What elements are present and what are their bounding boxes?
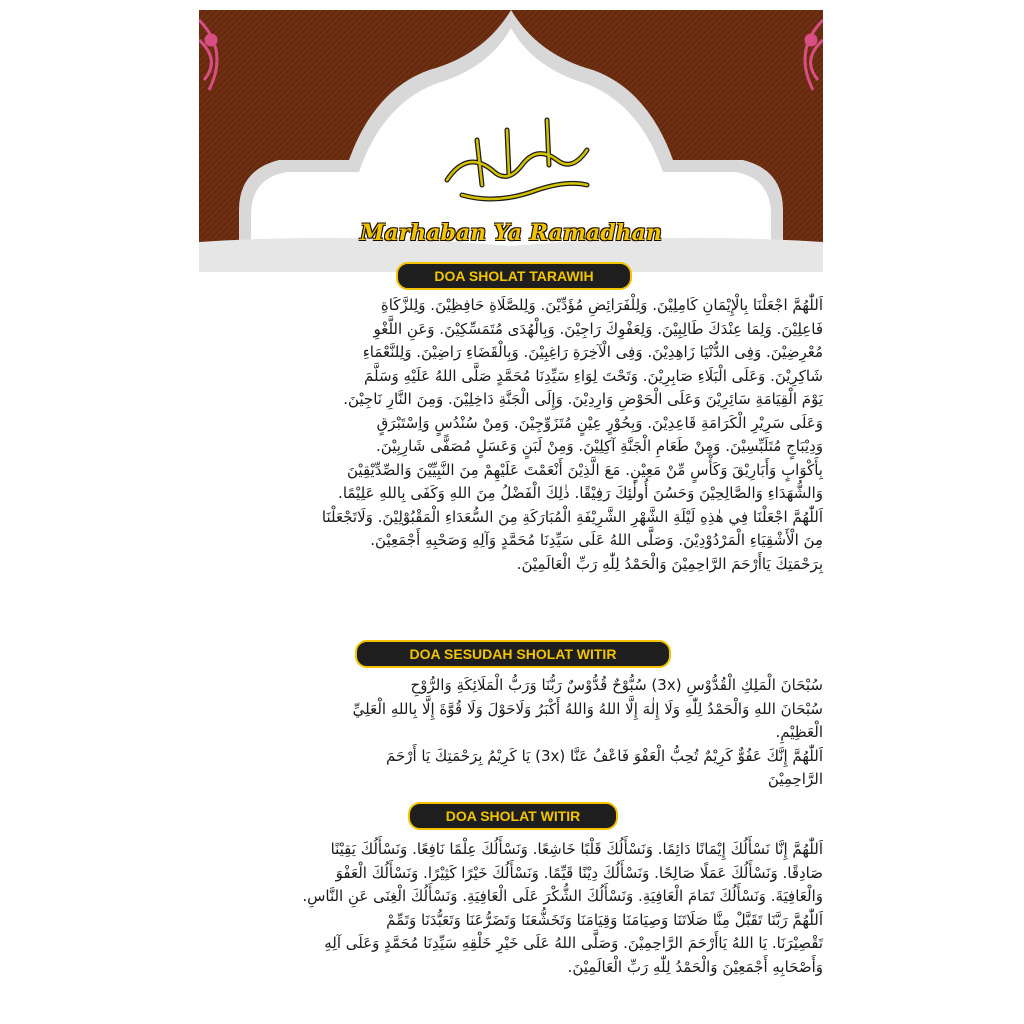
prayer-line: الْعَظِيْمِ.	[775, 723, 823, 741]
prayer-line: يَوْمَ الْقِيَامَةِ سَائِرِيْنَ وَعَلَى الْحَوْضِ وَارِدِيْنَ. وَإِلَى الْجَنَّةِ دَاخِلِيْنَ. وَمِنَ النَّارِ نَاجِيْنَ.	[343, 390, 823, 408]
prayer-line: وَأَصْحَابِهِ أَجْمَعِيْنَ وَالْحَمْدُ لِلّٰهِ رَبِّ الْعَالَمِيْنَ.	[567, 957, 823, 976]
prayer-line: تَقْصِيْرَنَا. يَا اللهُ يَاأَرْحَمَ الرَّاحِمِيْنَ. وَصَلَّى اللهُ عَلَى خَيْرِ خَلْقِهِ سَيِّدِنَا مُحَمَّدٍ وَعَلَى آلِهِ	[324, 934, 823, 952]
section-heading-tarawih: DOA SHOLAT TARAWIH	[396, 262, 632, 290]
prayer-line: وَدِيْبَاجٍ مُتَلَبِّسِيْنَ. وَمِنْ طَعَامِ الْجَنَّةِ آكِلِيْنَ. وَمِنْ لَبَنٍ وَعَسَلٍ مُصَفًّى شَارِبِيْنَ.	[376, 437, 823, 455]
prayer-line: فَاعِلِيْنَ. وَلِمَا عِنْدَكَ طَالِبِيْنَ. وَلِعَفْوِكَ رَاجِيْنَ. وَبِالْهُدَى مُتَمَسِّكِيْنَ. وَعَنِ اللَّغْوِ	[373, 319, 823, 338]
prayer-line: مُعْرِضِيْنَ. وَفِى الدُّنْيَا زَاهِدِيْنَ. وَفِى الْآخِرَةِ رَاغِبِيْنَ. وَبِالْقَضَاءِ رَاضِيْنَ. وَلِلنَّعْمَاءِ	[362, 343, 823, 361]
tarawih-prayer-text	[199, 294, 823, 576]
prayer-line: اَللّٰهُمَّ رَبَّنَا تَقَبَّلْ مِنَّا صَلَاتَنَا وَصِيَامَنَا وَقِيَامَنَا وَتَخَشُّعَنَا وَتَضَرُّعَنَا وَتَعَبُّدَنَا وَتَمِّمْ	[386, 910, 823, 929]
prayer-line: شَاكِرِيْنَ. وَعَلَى الْبَلَاءِ صَابِرِيْنَ. وَتَحْتَ لِوَاءِ سَيِّدِنَا مُحَمَّدٍ صَلَّى اللهُ عَلَيْهِ وَسَلَّمَ	[364, 366, 823, 385]
section-heading-after-witir: DOA SESUDAH SHOLAT WITIR	[355, 640, 671, 668]
prayer-line: مِنَ الْأَشْقِيَاءِ الْمَرْدُوْدِيْنَ. وَصَلَّى اللهُ عَلَى سَيِّدِنَا مُحَمَّدٍ وَآلِهِ وَصَحْبِهِ أَجْمَعِيْنَ.	[370, 531, 823, 549]
header-title: Marhaban Ya Ramadhan	[360, 220, 662, 246]
prayer-line: اَللّٰهُمَّ إِنَّكَ عَفُوٌّ كَرِيْمٌ تُحِبُّ الْعَفْوَ فَاعْفُ عَنَّا (3x) يَا كَرِيْمُ بِرَحْمَتِكَ يَا أَرْحَمَ	[385, 746, 823, 765]
prayer-line: وَالْعَافِيَةَ. وَنَسْأَلُكَ تَمَامَ الْعَافِيَةِ. وَنَسْأَلُكَ الشُّكْرَ عَلَى الْعَافِيَةِ. وَنَسْأَلُكَ الْغِنَى عَنِ النَّاسِ.	[302, 887, 823, 905]
prayer-card	[183, 0, 839, 1024]
prayer-line: وَعَلَى سَرِيْرِ الْكَرَامَةِ قَاعِدِيْنَ. وَبِحُوْرٍ عِيْنٍ مُتَزَوِّجِيْنَ. وَمِنْ سُنْدُسٍ وَاِسْتَبْرَقٍ	[376, 413, 823, 432]
prayer-line: سُبْحَانَ الْمَلِكِ الْقُدُّوْسِ (3x) سُبُّوْحٌ قُدُّوْسٌ رَبُّنَا وَرَبُّ الْمَلَائِكَةِ وَالرُّوْحِ	[410, 676, 823, 694]
prayer-line: بِرَحْمَتِكَ يَاأَرْحَمَ الرَّاحِمِيْنَ وَالْحَمْدُ لِلّٰهِ رَبِّ الْعَالَمِيْنَ.	[516, 554, 823, 573]
prayer-line: بِأَكْوَابٍ وَأَبَارِيْقَ وَكَأْسٍ مِّنْ مَعِيْنٍ. مَعَ الَّذِيْنَ أَنْعَمْتَ عَلَيْهِمْ مِنَ النَّبِيِّيْنَ وَالصِّدِّيْقِيْنَ	[347, 460, 823, 479]
calligraphy-text: رمضان كريم	[514, 160, 520, 161]
ramadan-kareem-calligraphy	[437, 110, 597, 210]
prayer-line: سُبْحَانَ اللهِ وَالْحَمْدُ لِلّٰهِ وَلَا إِلٰهَ إِلَّا اللهُ وَاللهُ أَكْبَرُ وَلَاحَوْلَ وَلَا قُوَّةَ إِلَّا بِاللهِ الْعَلِيِّ	[352, 699, 823, 718]
witir-prayer-text	[199, 838, 823, 979]
prayer-line: اَللّٰهُمَّ اجْعَلْنَا بِالْإِيْمَانِ كَامِلِيْنَ. وَلِلْفَرَائِضِ مُؤَدِّيْنَ. وَلِلصَّلَاةِ حَافِظِيْنَ. وَلِلزَّكَاةِ	[380, 296, 823, 314]
section-heading-witir: DOA SHOLAT WITIR	[408, 802, 618, 830]
prayer-line: صَادِقًا. وَنَسْأَلُكَ عَمَلًا صَالِحًا. وَنَسْأَلُكَ دِيْنًا قَيِّمًا. وَنَسْأَلُكَ خَيْرًا كَثِيْرًا. وَنَسْأَلُكَ الْعَفْوَ	[335, 863, 823, 882]
prayer-line: وَالشُّهَدَاءِ وَالصَّالِحِيْنَ وَحَسُنَ أُولٰئِكَ رَفِيْقًا. ذٰلِكَ الْفَضْلُ مِنَ اللهِ وَكَفَى بِاللهِ عَلِيْمًا.	[338, 484, 823, 502]
after-witir-prayer-text	[199, 674, 823, 792]
prayer-line: اَللّٰهُمَّ إِنَّا نَسْأَلُكَ إِيْمَانًا دَائِمًا. وَنَسْأَلُكَ قَلْبًا خَاشِعًا. وَنَسْأَلُكَ عِلْمًا نَافِعًا. وَنَسْأَلُكَ يَقِيْنًا	[330, 840, 823, 858]
header-banner	[199, 10, 823, 272]
prayer-line: الرَّاحِمِيْنَ	[767, 770, 823, 788]
prayer-line: اَللّٰهُمَّ اجْعَلْنَا فِي هٰذِهِ لَيْلَةِ الشَّهْرِ الشَّرِيْفَةِ الْمُبَارَكَةِ مِنَ السُّعَدَاءِ الْمَقْبُوْلِيْنَ. وَلَاتَجْعَلْنَا	[321, 507, 823, 526]
